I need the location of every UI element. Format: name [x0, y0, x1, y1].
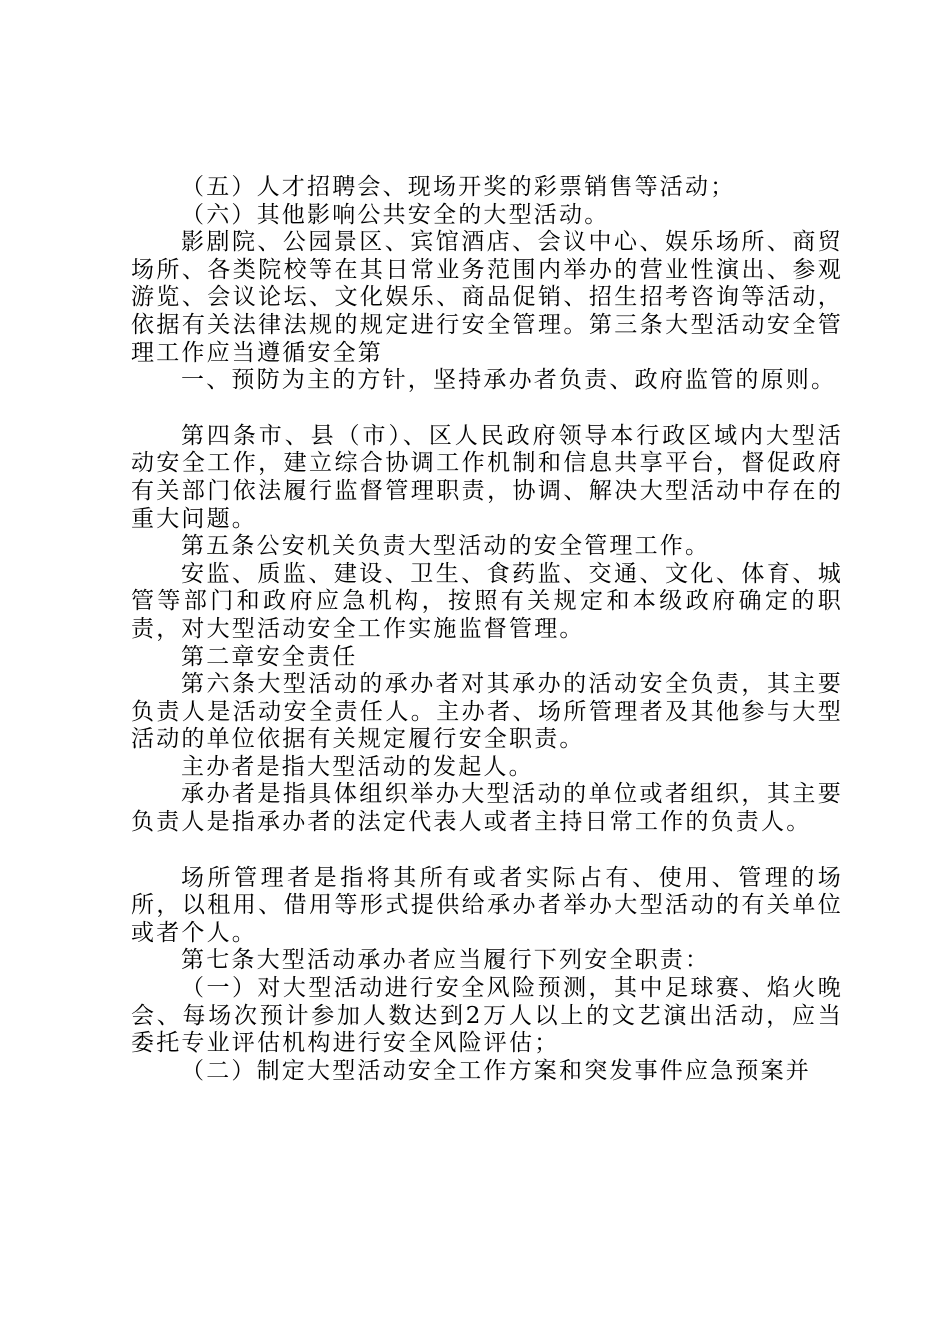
paragraph-undertaker-definition: 承办者是指具体组织举办大型活动的单位或者组织，其主要负责人是指承办者的法定代表人或者主持日常工作的负责人。	[131, 781, 843, 836]
paragraph-item-6: （六）其他影响公共安全的大型活动。	[181, 201, 610, 228]
paragraph-duty-1: （一）对大型活动进行安全风险预测，其中足球赛、焰火晚会、每场次预计参加人数达到2万人以上的文艺演出活动，应当委托专业评估机构进行安全风险评估；	[131, 975, 843, 1057]
chapter-heading: 第二章安全责任	[181, 643, 358, 670]
paragraph-venue-activities: 影剧院、公园景区、宾馆酒店、会议中心、娱乐场所、商贸场所、各类院校等在其日常业务范围内举办的营业性演出、参观游览、会议论坛、文化娱乐、商品促销、招生招考咨询等活动，依据有关法律法规的规定进行安全管理。第三条大型活动安全管理工作应当遵循安全第	[131, 229, 843, 366]
paragraph-departments: 安监、质监、建设、卫生、食药监、交通、文化、体育、城管等部门和政府应急机构，按照有关规定和本级政府确定的职责，对大型活动安全工作实施监督管理。	[131, 560, 843, 642]
paragraph-article-6: 第六条大型活动的承办者对其承办的活动安全负责，其主要负责人是活动安全责任人。主办者、场所管理者及其他参与大型活动的单位依据有关规定履行安全职责。	[131, 671, 843, 753]
paragraph-principle: 一、预防为主的方针，坚持承办者负责、政府监管的原则。	[181, 367, 837, 394]
paragraph-article-7: 第七条大型活动承办者应当履行下列安全职责：	[181, 947, 711, 974]
paragraph-article-4: 第四条市、县（市）、区人民政府领导本行政区域内大型活动安全工作，建立综合协调工作机制和信息共享平台，督促政府有关部门依法履行监督管理职责，协调、解决大型活动中存在的重大问题。	[131, 422, 843, 532]
paragraph-duty-2: （二）制定大型活动安全工作方案和突发事件应急预案并	[181, 1057, 811, 1084]
paragraph-venue-manager-definition: 场所管理者是指将其所有或者实际占有、使用、管理的场所，以租用、借用等形式提供给承办者举办大型活动的有关单位或者个人。	[131, 864, 843, 946]
paragraph-organizer-definition: 主办者是指大型活动的发起人。	[181, 753, 534, 780]
document-body	[131, 174, 843, 1085]
paragraph-item-5: （五）人才招聘会、现场开奖的彩票销售等活动；	[181, 174, 736, 200]
paragraph-article-5: 第五条公安机关负责大型活动的安全管理工作。	[181, 533, 711, 560]
